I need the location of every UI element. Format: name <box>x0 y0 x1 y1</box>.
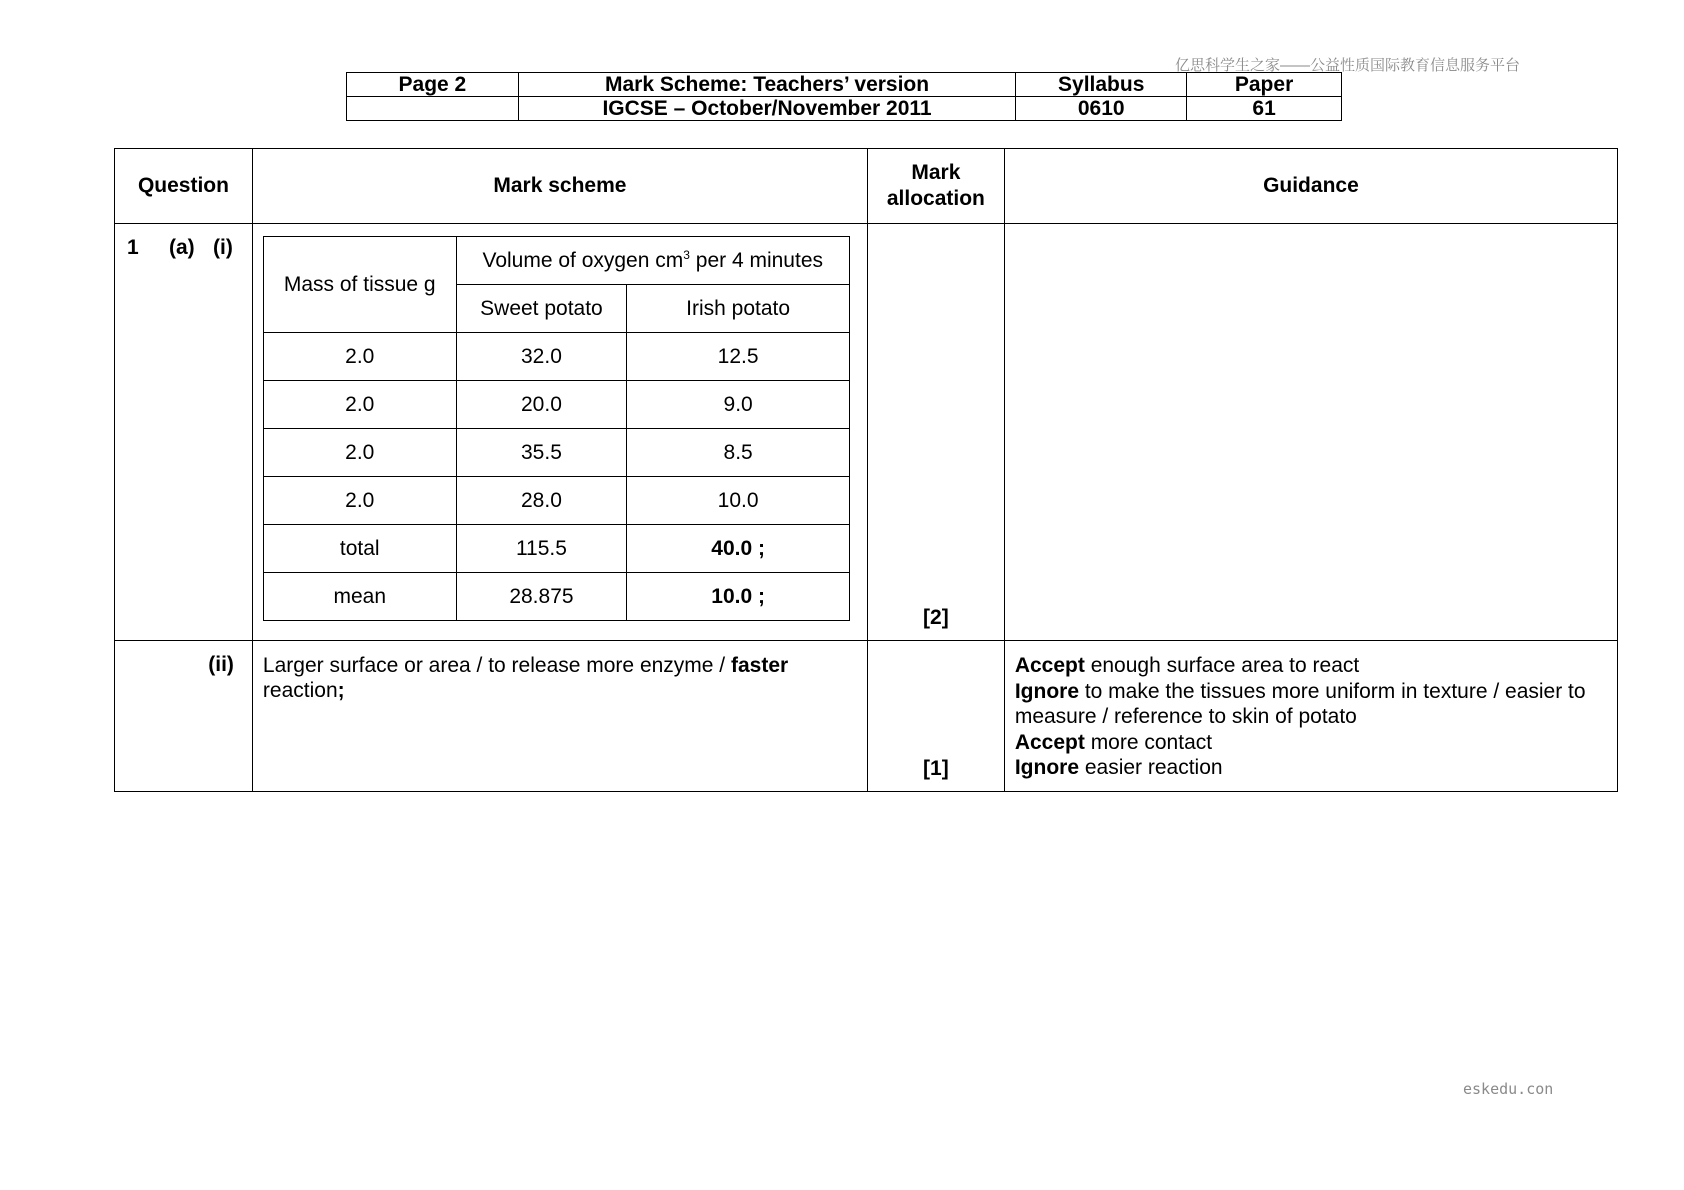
guidance-line <box>1015 730 1607 756</box>
guidance-text: to make the tissues more uniform in texture / easier to measure / reference to skin of potato <box>1014 679 1586 728</box>
irish-value: 12.5 <box>627 333 850 381</box>
oxygen-data-table <box>263 236 850 621</box>
header-table <box>346 72 1342 121</box>
guidance-line <box>1015 755 1607 781</box>
irish-value: 8.5 <box>627 429 850 477</box>
irish-value: 10.0 <box>627 477 850 525</box>
watermark-bottom: eskedu.con <box>1463 1080 1554 1098</box>
scheme-text: Larger surface or area / to release more enzyme / <box>262 654 731 677</box>
irish-potato-header: Irish potato <box>627 285 850 333</box>
guidance-keyword: Ignore <box>1014 756 1079 779</box>
mass-value: total <box>263 525 456 573</box>
guidance-text: more contact <box>1084 730 1213 754</box>
mark-scheme-table <box>114 148 1618 792</box>
table-row <box>263 429 849 477</box>
page-title: Mark Scheme: Teachers’ version <box>518 73 1015 97</box>
scheme-cell <box>252 224 867 641</box>
sweet-value: 28.0 <box>456 477 627 525</box>
sweet-value: 115.5 <box>456 525 627 573</box>
table-row <box>263 573 849 621</box>
mark-cell: [2] <box>867 224 1004 641</box>
paper-label: Paper <box>1187 73 1342 97</box>
guidance-keyword: Accept <box>1014 730 1085 754</box>
column-mark-scheme: Mark scheme <box>252 149 867 224</box>
table-row <box>263 381 849 429</box>
question-part: (a) <box>169 236 195 259</box>
scheme-text-2: reaction <box>262 679 338 702</box>
syllabus-value: 0610 <box>1016 97 1187 121</box>
table-row <box>263 477 849 525</box>
column-mark-allocation <box>867 149 1004 224</box>
guidance-line <box>1015 653 1607 679</box>
mass-value: 2.0 <box>263 477 456 525</box>
question-cell <box>115 641 253 792</box>
volume-header-prefix: Volume of oxygen cm <box>482 249 684 272</box>
sweet-value: 28.875 <box>456 573 627 621</box>
irish-value: 40.0 ; <box>627 525 850 573</box>
table-row <box>115 224 1618 641</box>
paper-value: 61 <box>1187 97 1342 121</box>
mass-value: 2.0 <box>263 333 456 381</box>
volume-header-suffix: per 4 minutes <box>689 249 824 272</box>
irish-value: 9.0 <box>627 381 850 429</box>
page-subtitle: IGCSE – October/November 2011 <box>518 97 1015 121</box>
page-number: Page 2 <box>347 73 519 97</box>
guidance-keyword: Accept <box>1014 654 1085 677</box>
question-sub: (ii) <box>208 653 234 676</box>
question-number: 1 <box>127 236 139 259</box>
column-question: Question <box>115 149 253 224</box>
question-sub: (i) <box>213 236 233 259</box>
watermark-top: 亿思科学生之家——公益性质国际教育信息服务平台 <box>1175 57 1521 74</box>
table-row <box>263 333 849 381</box>
mark-allocation-line1: Mark <box>911 161 961 184</box>
question-cell <box>115 224 253 641</box>
mark-cell: [1] <box>867 641 1004 792</box>
empty-cell <box>347 97 519 121</box>
sweet-value: 35.5 <box>456 429 627 477</box>
sweet-value: 32.0 <box>456 333 627 381</box>
table-row <box>115 641 1618 792</box>
guidance-text: easier reaction <box>1079 756 1223 779</box>
volume-header <box>456 237 849 285</box>
column-guidance: Guidance <box>1004 149 1617 224</box>
mass-value: 2.0 <box>263 381 456 429</box>
guidance-cell <box>1004 641 1617 792</box>
volume-header-sup: 3 <box>683 248 690 262</box>
guidance-line <box>1015 679 1607 730</box>
syllabus-label: Syllabus <box>1016 73 1187 97</box>
mass-header: Mass of tissue g <box>263 237 456 333</box>
mass-value: mean <box>263 573 456 621</box>
scheme-cell <box>252 641 867 792</box>
table-row <box>263 525 849 573</box>
guidance-cell <box>1004 224 1617 641</box>
irish-value: 10.0 ; <box>627 573 850 621</box>
mark-allocation-line2: allocation <box>886 187 985 210</box>
guidance-text: enough surface area to react <box>1084 654 1360 677</box>
sweet-value: 20.0 <box>456 381 627 429</box>
scheme-bold: faster <box>730 654 789 677</box>
scheme-semicolon: ; <box>337 679 345 702</box>
mass-value: 2.0 <box>263 429 456 477</box>
guidance-keyword: Ignore <box>1014 679 1079 703</box>
sweet-potato-header: Sweet potato <box>456 285 627 333</box>
